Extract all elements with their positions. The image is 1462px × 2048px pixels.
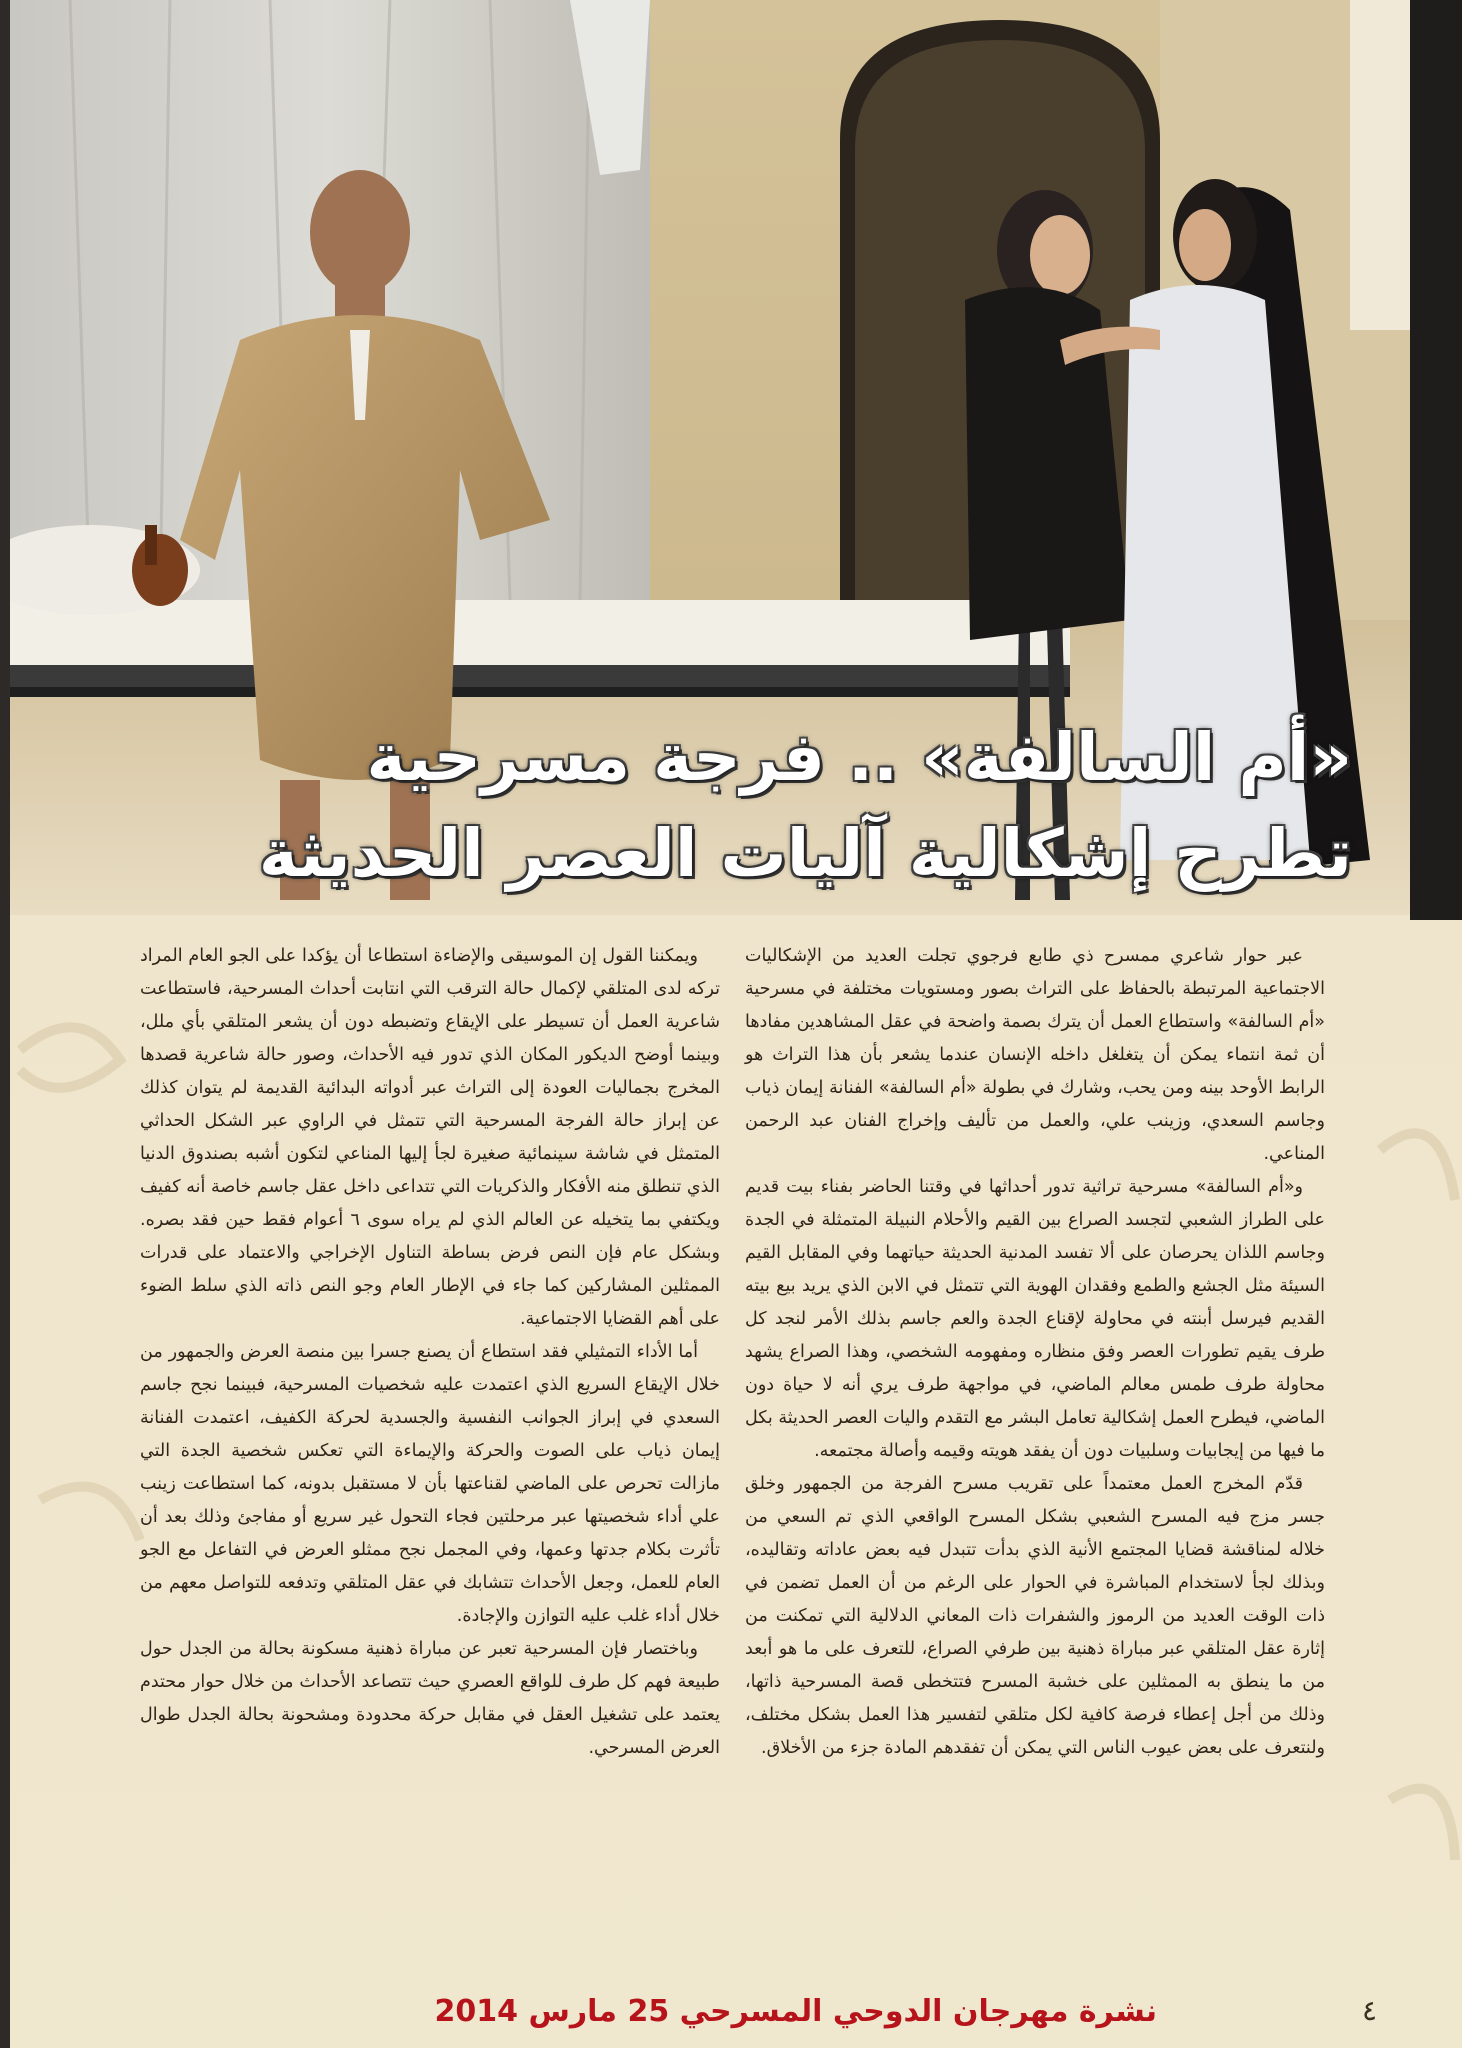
headline-line-2: تطرح إشكالية آليات العصر الحديثة xyxy=(258,815,1352,892)
paragraph: و«أم السالفة» مسرحية تراثية تدور أحداثها في وقتنا الحاضر بفناء بيت قديم على الطراز الشعبي لتجسد الصراع بين القيم والأحلام النبيلة المتمثلة في الجدة وجاسم اللذان يحرصان على ألا تفسد المدنية الحديثة حياتهما وفي المقابل القيم السيئة مثل الجشع والطمع وفقدان الهوية التي تتمثل في الابن الذي يريد بيع بيته القديم فيرسل أبنته في محاولة لإقناع الجدة والعم جاسم بذلك الأمر لنجد كل طرف يقيم تطورات العصر وفق منظاره ومفهومه الشخصي، وهذا الصراع يشهد محاولة طرف طمس معالم الماضي، في مواجهة طرف يري أنه لا حياة دون الماضي، فيطرح العمل إشكالية تعامل البشر مع التقدم واليات العصر الحديثة بكل ما فيها من إيجابيات وسلبيات دون أن يفقد هويته وقيمه وأصالة مجتمعه. xyxy=(745,1177,1325,1461)
headline-line-1: «أم السالفة» .. فرجة مسرحية xyxy=(366,719,1352,796)
article-column-right xyxy=(745,940,1325,1765)
publication-line: نشرة مهرجان الدوحي المسرحي 25 مارس 2014 xyxy=(434,1994,1157,2029)
page-edge-right xyxy=(1410,0,1462,920)
page-footer xyxy=(0,1990,1462,2040)
article-column-left xyxy=(140,940,720,1765)
article-headline xyxy=(152,710,1352,902)
paragraph: ويمكننا القول إن الموسيقى والإضاءة استطاعا أن يؤكدا على الجو العام المراد تركه لدى المتلقي لإكمال حالة الترقب التي انتابت أحداث المسرحية، فاستطاعت شاعرية العمل أن تسيطر على الإيقاع وتضبطه دون أن يشعر المتلقي بأي ملل، وبينما أوضح الديكور المكان الذي تدور فيه الأحداث، وصور حالة شاعرية قصدها المخرج بجماليات العودة إلى التراث عبر أدواته البدائية القديمة لم يتوان كذلك عن إبراز حالة الفرجة المسرحية التي تتمثل في الراوي عبر الشكل الحداثي المتمثل في شاشة سينمائية صغيرة لجأ إليها المناعي لتكون أشبه بصندوق الدنيا الذي تنطلق منه الأفكار والذكريات التي تتداعى داخل عقل جاسم خاصة أنه كفيف ويكتفي بما يتخيله عن العالم الذي لم يراه سوى ٦ أعوام فقط حين فقد بصره. وبشكل عام فإن النص فرض بساطة التناول الإخراجي والاعتماد على قدرات الممثلين المشاركين كما جاء في الإطار العام وجو النص ذاته الذي سلط الضوء على أهم القضايا الاجتماعية. xyxy=(140,946,720,1329)
paragraph: قدّم المخرج العمل معتمداً على تقريب مسرح الفرجة من الجمهور وخلق جسر مزج فيه المسرح الشعبي بشكل المسرح الواقعي الذي تم السعي من خلاله لمناقشة قضايا المجتمع الأنية الذي بدأت تتبدل فيه بعض عاداته وتقاليده، وبذلك لجأ لاستخدام المباشرة في الحوار على الرغم من أن العمل تضمن في ذات الوقت العديد من الرموز والشفرات ذات المعاني الدلالية التي تمكنت من إثارة عقل المتلقي عبر مباراة ذهنية بين طرفي الصراع، للتعرف على ما هو أبعد من ما ينطق به الممثلين على خشبة المسرح فتتخطى قصة المسرحية ذاتها، وذلك من أجل إعطاء فرصة كافية لكل متلقي لتفسير هذا العمل بشكل مختلف، ولنتعرف على بعض عيوب الناس التي يمكن أن تفقدهم المادة جزء من الأخلاق. xyxy=(745,1474,1325,1758)
paragraph: أما الأداء التمثيلي فقد استطاع أن يصنع جسرا بين منصة العرض والجمهور من خلال الإيقاع السريع الذي اعتمدت عليه شخصيات المسرحية، فبينما نجح جاسم السعدي في إبراز الجوانب النفسية والجسدية لحركة الكفيف، اعتمدت الفنانة إيمان ذياب على الصوت والحركة والإيماءة التي تعكس شخصية الجدة التي مازالت تحرص على الماضي لقناعتها بأن لا مستقبل بدونه، كما استطاعت زينب علي أداء شخصيتها عبر مرحلتين فجاء التحول غير سريع أو مفاجئ وذلك بعد أن تأثرت بكلام جدتها وعمها، وفي المجمل نجح ممثلو العرض في التفاعل مع الجو العام للعمل، وجعل الأحداث تتشابك في عقل المتلقي وتدفعه للتواصل معهم من خلال أداء غلب عليه التوازن والإجادة. xyxy=(140,1342,720,1626)
paragraph: عبر حوار شاعري ممسرح ذي طابع فرجوي تجلت العديد من الإشكاليات الاجتماعية المرتبطة بالحفاظ على التراث بصور ومستويات مختلفة في مسرحية «أم السالفة» واستطاع العمل أن يترك بصمة واضحة في عقل المشاهدين مفادها أن ثمة انتماء يمكن أن يتغلغل داخله الإنسان عندما يشعر بأن هذا التراث هو الرابط الأوحد بينه ومن يحب، وشارك في بطولة «أم السالفة» الفنانة إيمان ذياب وجاسم السعدي، وزينب علي، والعمل من تأليف وإخراج الفنان عبد الرحمن المناعي. xyxy=(745,946,1325,1164)
paragraph: وباختصار فإن المسرحية تعبر عن مباراة ذهنية مسكونة بحالة من الجدل حول طبيعة فهم كل طرف للواقع العصري حيث تتصاعد الأحداث من خلال حوار محتدم يعتمد على تشغيل العقل في مقابل حركة محدودة ومشحونة بحالة الجدل طوال العرض المسرحي. xyxy=(140,1639,720,1758)
article-body xyxy=(0,940,1462,1940)
page-number: ٤ xyxy=(1361,1994,1377,2027)
